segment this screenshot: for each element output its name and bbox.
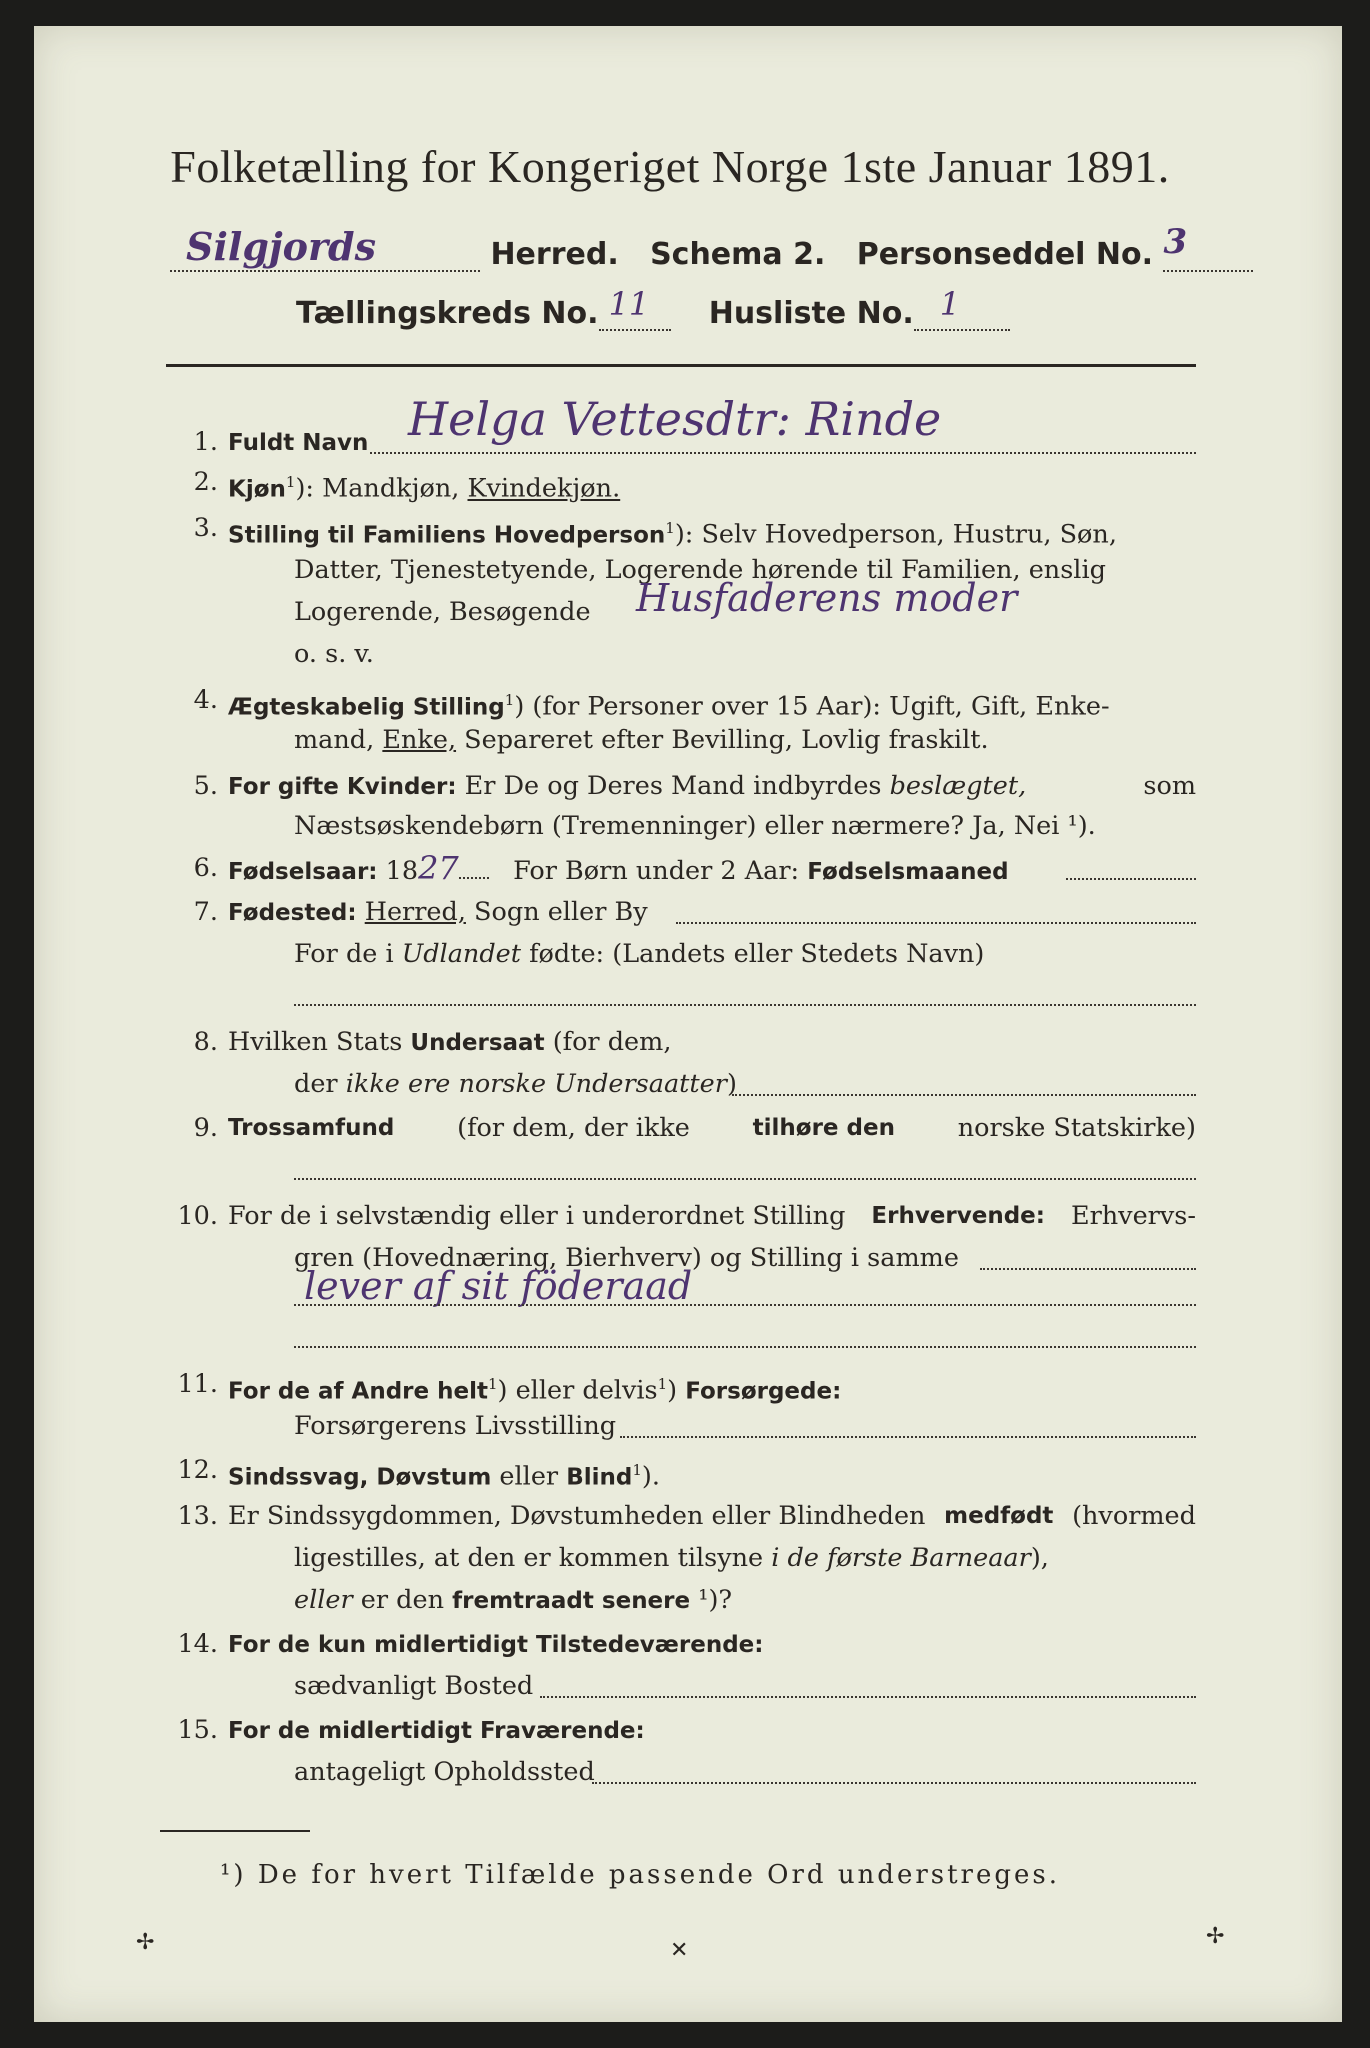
q10-fill-line-3 xyxy=(294,1346,1196,1348)
tk-field xyxy=(599,285,671,331)
tk-handwritten: 11 xyxy=(608,285,650,323)
footnote: ¹) De for hvert Tilfælde passende Ord understreges. xyxy=(220,1860,1061,1890)
form-title: Folketælling for Kongeriget Norge 1ste Januar 1891. xyxy=(170,141,1170,192)
q1-fill-line xyxy=(370,452,1196,454)
q7-fill-line xyxy=(676,922,1196,924)
q6-fill-line xyxy=(1066,878,1196,880)
personseddel-label: Personseddel No. xyxy=(856,237,1154,272)
tk-label: Tællingskreds No. xyxy=(296,296,599,331)
personseddel-field xyxy=(1163,222,1253,272)
q7-underlined-choice: Herred, xyxy=(364,897,466,927)
q1-number: 1. xyxy=(193,427,218,457)
q15-fill-line xyxy=(592,1782,1196,1784)
q1-handwritten-name: Helga Vettesdtr: Rinde xyxy=(408,392,942,446)
personseddel-handwritten: 3 xyxy=(1163,222,1188,262)
corner-mark-left: ✢ xyxy=(136,1930,155,1955)
q9-fill-line xyxy=(294,1178,1196,1180)
q6-handwritten-year: 27 xyxy=(418,849,459,887)
header-divider xyxy=(166,364,1196,367)
footnote-rule xyxy=(160,1830,310,1832)
q7-fill-line-2 xyxy=(294,1004,1196,1006)
herred-field xyxy=(170,224,480,272)
corner-mark-right: ✢ xyxy=(1206,1924,1225,1949)
q11-fill-line xyxy=(620,1436,1196,1438)
q1-label: Fuldt Navn xyxy=(228,430,369,456)
herred-label: Herred. xyxy=(490,237,619,272)
q3-handwritten-position: Husfaderens moder xyxy=(636,576,1018,620)
q4-underlined-choice: Enke, xyxy=(382,725,457,755)
header-line-kreds xyxy=(296,285,1010,331)
schema-label: Schema 2. xyxy=(650,237,826,272)
q2-underlined-choice: Kvindekjøn. xyxy=(467,473,621,504)
q10-fill-line-2 xyxy=(294,1304,1196,1306)
q10-fill-line xyxy=(980,1268,1196,1270)
herred-handwritten: Silgjords xyxy=(186,224,376,269)
q10-handwritten-occupation: lever af sit föderaad xyxy=(304,1264,693,1308)
husliste-field xyxy=(914,285,1010,331)
q14-fill-line xyxy=(540,1696,1196,1698)
husliste-label: Husliste No. xyxy=(708,296,914,331)
q8-fill-line xyxy=(732,1094,1196,1096)
header-line-herred xyxy=(170,222,1253,272)
husliste-handwritten: 1 xyxy=(939,285,961,323)
center-mark: ✕ xyxy=(670,1938,689,1963)
